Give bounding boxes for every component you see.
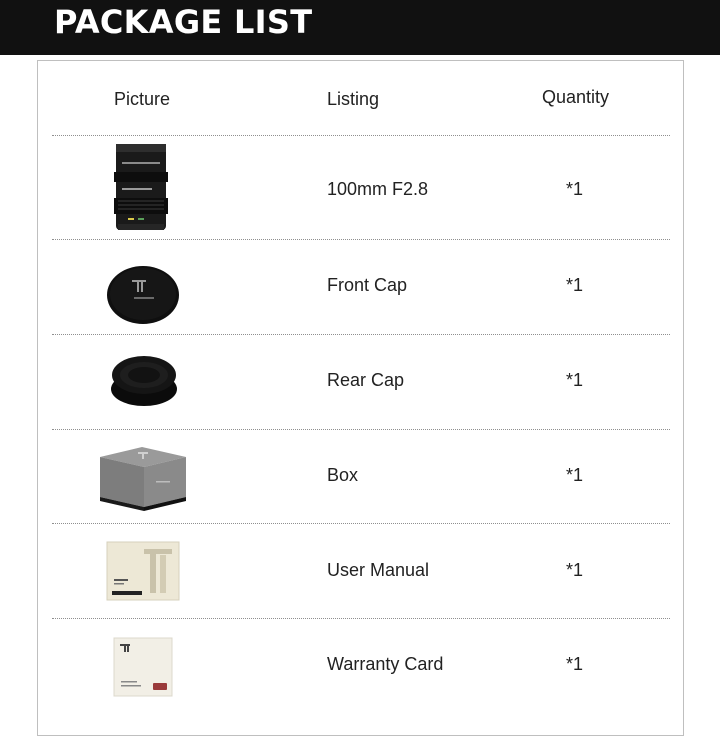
box-image [98, 445, 188, 513]
quantity-cell: *1 [566, 465, 584, 485]
row-divider [52, 429, 670, 430]
listing-cell: Front Cap [327, 275, 408, 295]
column-header-picture: Picture [114, 89, 171, 109]
front-cap-image [106, 264, 180, 326]
lens-image [108, 142, 174, 232]
listing-cell: Box [327, 465, 359, 485]
row-divider [52, 334, 670, 335]
listing-cell: User Manual [327, 560, 430, 580]
page-title: PACKAGE LIST [54, 3, 313, 41]
row-divider [52, 135, 670, 136]
quantity-cell: *1 [566, 275, 584, 295]
quantity-cell: *1 [566, 560, 584, 580]
quantity-cell: *1 [566, 179, 584, 199]
listing-cell: Warranty Card [327, 654, 444, 674]
header-bar [0, 0, 720, 55]
quantity-cell: *1 [566, 370, 584, 390]
warranty-card-image [113, 637, 173, 697]
rear-cap-image [110, 353, 178, 409]
listing-cell: Rear Cap [327, 370, 405, 390]
column-header-quantity: Quantity [542, 87, 610, 107]
user-manual-image [106, 541, 180, 601]
row-divider [52, 618, 670, 619]
column-header-listing: Listing [327, 89, 380, 109]
row-divider [52, 239, 670, 240]
quantity-cell: *1 [566, 654, 584, 674]
row-divider [52, 523, 670, 524]
listing-cell: 100mm F2.8 [327, 179, 429, 199]
